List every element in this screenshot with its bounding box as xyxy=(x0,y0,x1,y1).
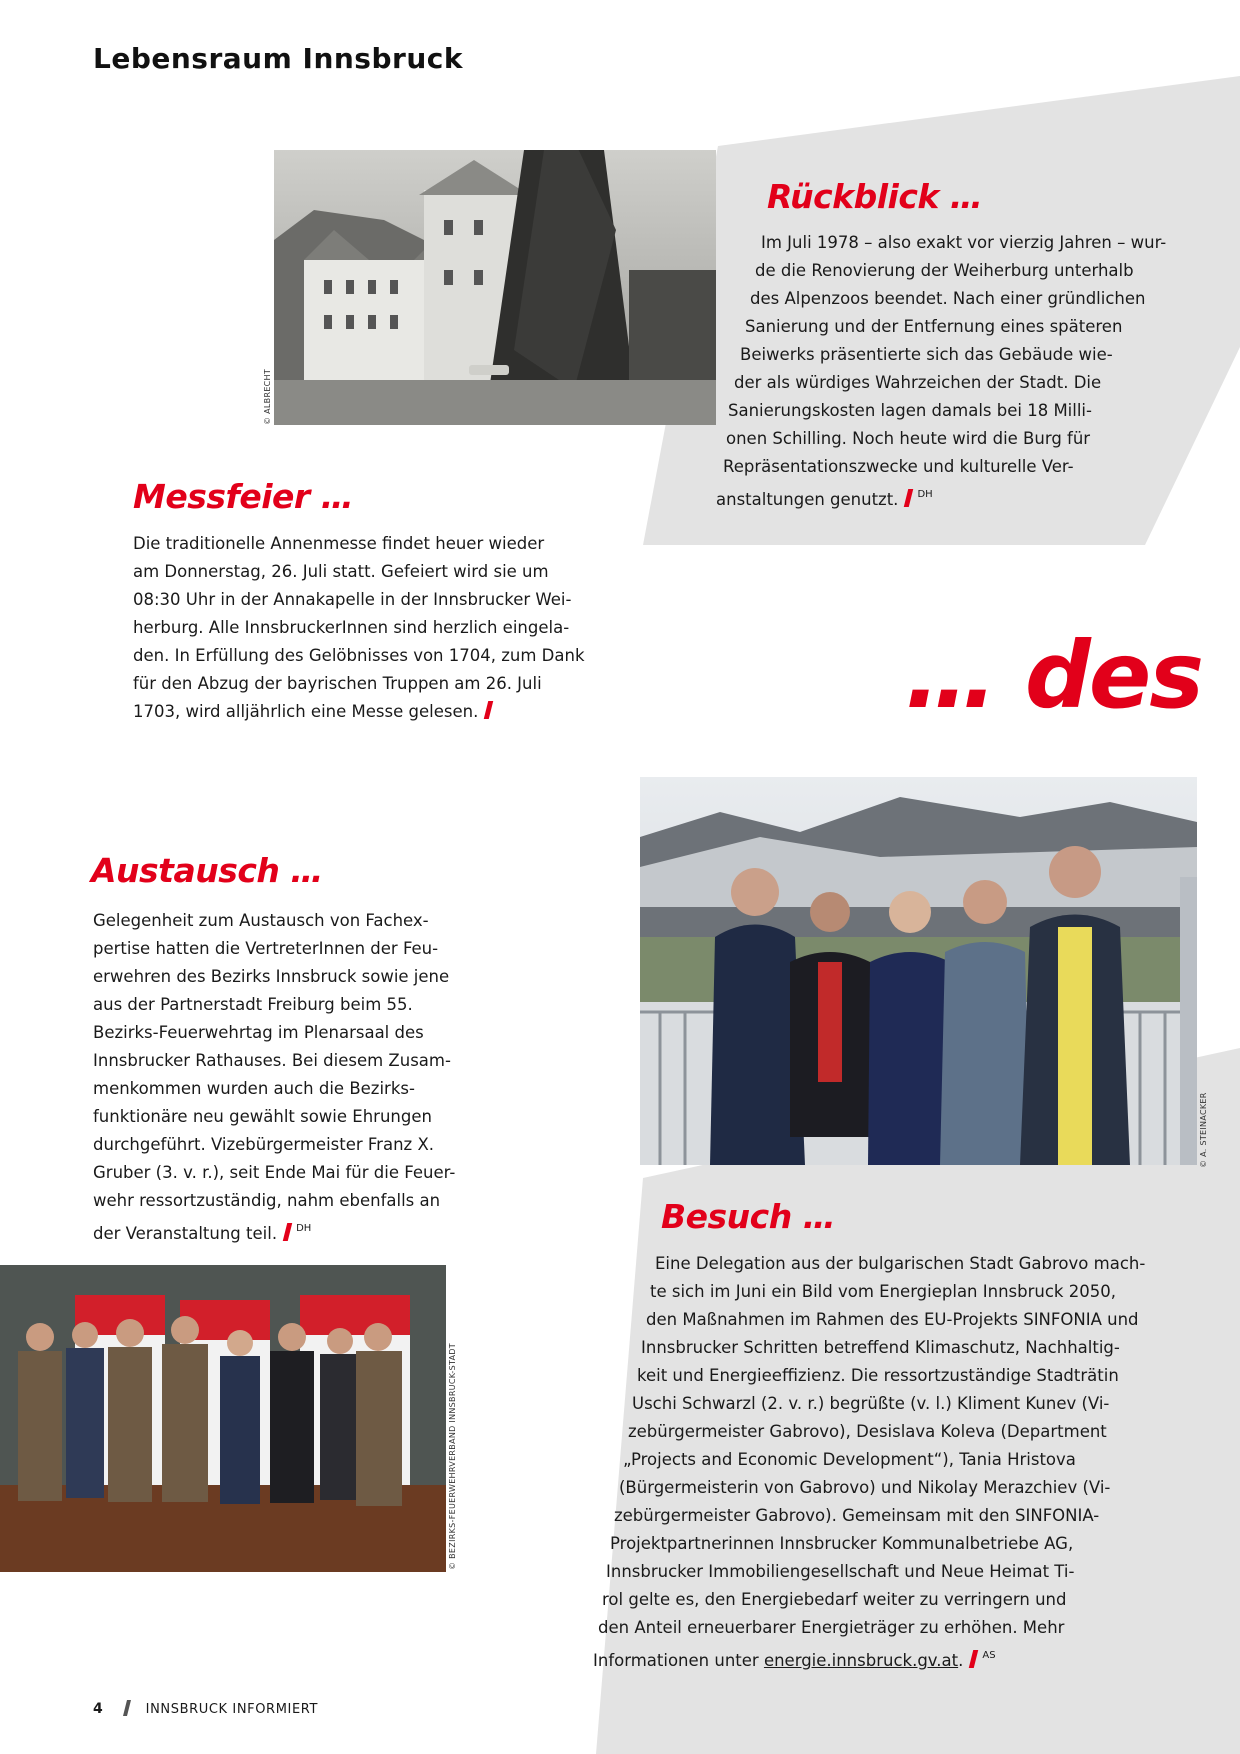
text-line: onen Schilling. Noch heute wird die Burg für xyxy=(726,429,1091,448)
headline-fragment: … des xyxy=(905,622,1203,729)
rueckblick-text xyxy=(0,229,1166,514)
page-number: 4 xyxy=(93,1701,103,1717)
text-line: Sanierungskosten lagen damals bei 18 Milli- xyxy=(728,401,1092,420)
author-initials: AS xyxy=(982,1650,996,1661)
text-line: Innsbrucker Immobiliengesellschaft und Neue Heimat Ti- xyxy=(606,1562,1075,1581)
messfeier-text xyxy=(133,530,585,726)
text-line-last xyxy=(0,1642,1145,1675)
delegation-photo xyxy=(640,777,1197,1165)
austausch-text xyxy=(93,907,455,1248)
page-footer xyxy=(93,1700,318,1717)
austausch-title: Austausch … xyxy=(91,851,323,890)
text-line: zebürgermeister Gabrovo). Gemeinsam mit den SINFONIA- xyxy=(614,1506,1100,1525)
rueckblick-title: Rückblick … xyxy=(767,177,983,216)
author-initials: DH xyxy=(917,489,933,500)
text-line: erwehren des Bezirks Innsbruck sowie jene xyxy=(93,967,450,986)
text-line: (Bürgermeisterin von Gabrovo) und Nikolay Merazchiev (Vi- xyxy=(619,1478,1111,1497)
delegation-photo-image xyxy=(640,777,1197,1165)
footer-separator-icon xyxy=(123,1700,131,1716)
besuch-text xyxy=(0,1250,1145,1675)
text-line: den Maßnahmen im Rahmen des EU-Projekts SINFONIA und xyxy=(646,1310,1139,1329)
publication-name: INNSBRUCK INFORMIERT xyxy=(145,1702,318,1717)
text-line: Gruber (3. v. r.), seit Ende Mai für die Feuer- xyxy=(93,1163,456,1182)
end-mark-icon xyxy=(283,1223,292,1241)
text-line: te sich im Juni ein Bild vom Energieplan Innsbruck 2050, xyxy=(650,1282,1116,1301)
text-line: Im Juli 1978 – also exakt vor vierzig Jahren – wur- xyxy=(761,233,1167,252)
text-line: Innsbrucker Schritten betreffend Klimaschutz, Nachhaltig- xyxy=(641,1338,1120,1357)
text-line: Die traditionelle Annenmesse findet heuer wieder xyxy=(133,534,545,553)
text-line: keit und Energieeffizienz. Die ressortzuständige Stadträtin xyxy=(637,1366,1119,1385)
text-line: aus der Partnerstadt Freiburg beim 55. xyxy=(93,995,413,1014)
text-line: de die Renovierung der Weiherburg unterhalb xyxy=(755,261,1134,280)
text-line: am Donnerstag, 26. Juli statt. Gefeiert wird sie um xyxy=(133,562,549,581)
text-line: herburg. Alle InnsbruckerInnen sind herzlich eingela- xyxy=(133,618,570,637)
text-line: den Anteil erneuerbarer Energieträger zu erhöhen. Mehr xyxy=(598,1618,1065,1637)
text-line: Beiwerks präsentierte sich das Gebäude wie- xyxy=(740,345,1113,364)
text-line: der als würdiges Wahrzeichen der Stadt. Die xyxy=(734,373,1102,392)
text-line: der Veranstaltung teil. xyxy=(93,1224,278,1243)
text-line: Eine Delegation aus der bulgarischen Stadt Gabrovo mach- xyxy=(655,1254,1146,1273)
text-line: „Projects and Economic Development“), Tania Hristova xyxy=(623,1450,1076,1469)
text-line: Sanierung und der Entfernung eines späteren xyxy=(745,317,1123,336)
text-line: funktionäre neu gewählt sowie Ehrungen xyxy=(93,1107,432,1126)
text-line: Projektpartnerinnen Innsbrucker Kommunalbetriebe AG, xyxy=(610,1534,1074,1553)
text-line: 1703, wird alljährlich eine Messe gelesen. xyxy=(133,702,479,721)
text-line: des Alpenzoos beendet. Nach einer gründlichen xyxy=(750,289,1146,308)
end-mark-icon xyxy=(484,701,493,719)
text-line: den. In Erfüllung des Gelöbnisses von 1704, zum Dank xyxy=(133,646,585,665)
text-line: zebürgermeister Gabrovo), Desislava Koleva (Department xyxy=(628,1422,1107,1441)
text-line: Gelegenheit zum Austausch von Fachex- xyxy=(93,911,429,930)
text-line-last xyxy=(93,1215,455,1248)
weiherburg-photo-credit: © ALBRECHT xyxy=(263,368,272,425)
text-line: Informationen unter xyxy=(593,1651,764,1670)
text-line: anstaltungen genutzt. xyxy=(716,490,899,509)
text-line: Uschi Schwarzl (2. v. r.) begrüßte (v. l.) Kliment Kunev (Vi- xyxy=(632,1394,1110,1413)
text-line: pertise hatten die VertreterInnen der Feu- xyxy=(93,939,439,958)
text-line: Repräsentationszwecke und kulturelle Ver- xyxy=(723,457,1074,476)
text-line: Innsbrucker Rathauses. Bei diesem Zusam- xyxy=(93,1051,451,1070)
besuch-title: Besuch … xyxy=(661,1197,836,1236)
end-mark-icon xyxy=(969,1650,978,1668)
delegation-photo-credit: © A. STEINACKER xyxy=(1199,1092,1208,1168)
text-line: durchgeführt. Vizebürgermeister Franz X. xyxy=(93,1135,434,1154)
text-line: menkommen wurden auch die Bezirks- xyxy=(93,1079,415,1098)
end-mark-icon xyxy=(904,489,913,507)
firefighters-photo-credit: © BEZIRKS-FEUERWEHRVERBAND INNSBRUCK-STADT xyxy=(448,1343,457,1570)
messfeier-title: Messfeier … xyxy=(133,477,354,516)
page-header-title: Lebensraum Innsbruck xyxy=(93,42,463,75)
text-line: Bezirks-Feuerwehrtag im Plenarsaal des xyxy=(93,1023,424,1042)
author-initials: DH xyxy=(296,1223,312,1234)
text-line: . xyxy=(958,1651,964,1670)
energie-website-link[interactable]: energie.innsbruck.gv.at xyxy=(763,1651,959,1670)
text-line: wehr ressortzuständig, nahm ebenfalls an xyxy=(93,1191,441,1210)
text-line: rol gelte es, den Energiebedarf weiter zu verringern und xyxy=(602,1590,1067,1609)
text-line: 08:30 Uhr in der Annakapelle in der Innsbrucker Wei- xyxy=(133,590,572,609)
text-line-last xyxy=(133,698,585,726)
text-line: für den Abzug der bayrischen Truppen am 26. Juli xyxy=(133,674,542,693)
